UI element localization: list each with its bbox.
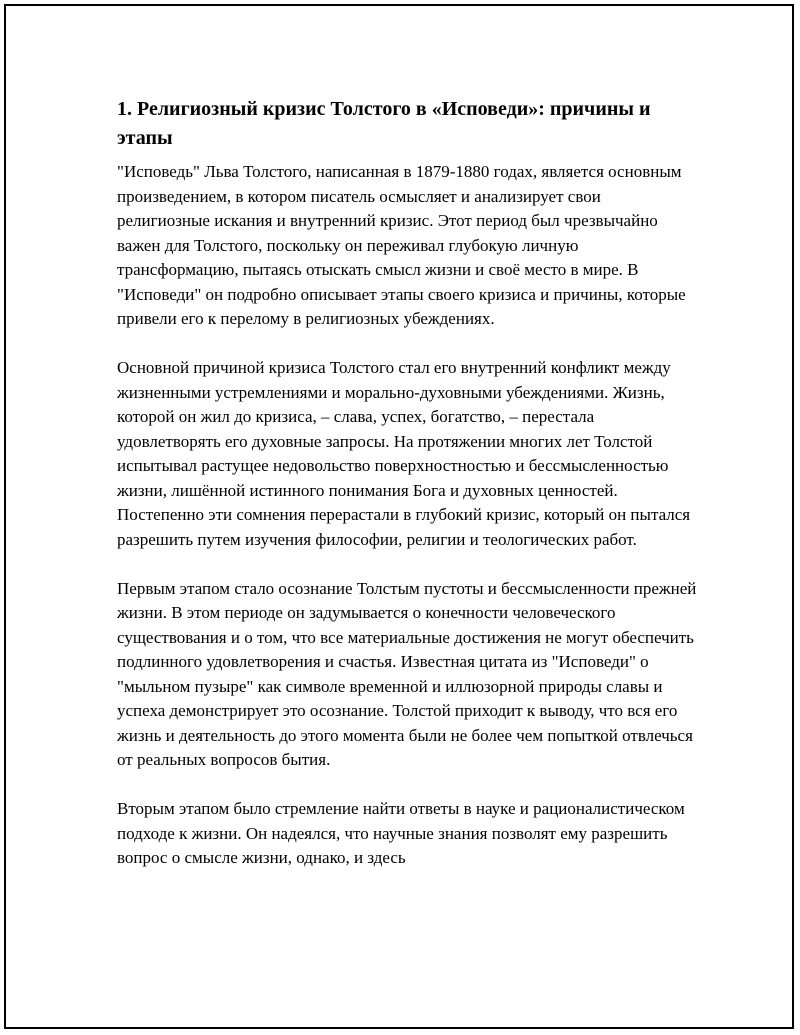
paragraph-4: Вторым этапом было стремление найти ответы в науке и рационалистическом подходе к жизни. Он надеялся, что научные знания позволят ему разрешить вопрос о смысле жизни, однако, и здесь — [117, 799, 685, 867]
paragraph-3: Первым этапом стало осознание Толстым пустоты и бессмысленности прежней жизни. В этом периоде он задумывается о конечности человеческого существования и о том, что все материальные достижения не могут обеспечить подлинного удовлетворения и счастья. Известная цитата из "Исповеди" о "мыльном пузыре" как символе временной и иллюзорной природы славы и успеха демонстрирует это осознание. Толстой приходит к выводу, что вся его жизнь и деятельность до этого момента были не более чем попыткой отвлечься от реальных вопросов бытия. — [117, 578, 697, 769]
section-heading: 1. Религиозный кризис Толстого в «Исповеди»: причины и этапы — [117, 98, 651, 149]
paragraph-2: Основной причиной кризиса Толстого стал его внутренний конфликт между жизненными устремлениями и морально-духовными убеждениями. Жизнь, которой он жил до кризиса, – слава, успех, богатство, – перестала удовлетворять его духовные запросы. На протяжении многих лет Толстой испытывал растущее недовольство поверхностностью и бессмысленностью жизни, лишённой истинного понимания Бога и духовных ценностей. Постепенно эти сомнения перерастали в глубокий кризис, который он пытался разрешить путем изучения философии, религии и теологических работ. — [117, 358, 691, 549]
paragraph-1: "Исповедь" Льва Толстого, написанная в 1879-1880 годах, является основным произведением, в котором писатель осмысляет и анализирует свои религиозные искания и внутренний кризис. Этот период был чрезвычайно важен для Толстого, поскольку он переживал глубокую личную трансформацию, пытаясь отыскать смысл жизни и своё место в мире. В "Исповеди" он подробно описывает этапы своего кризиса и причины, которые привели его к перелому в религиозных убеждениях. — [117, 162, 686, 328]
document-body — [117, 95, 697, 895]
